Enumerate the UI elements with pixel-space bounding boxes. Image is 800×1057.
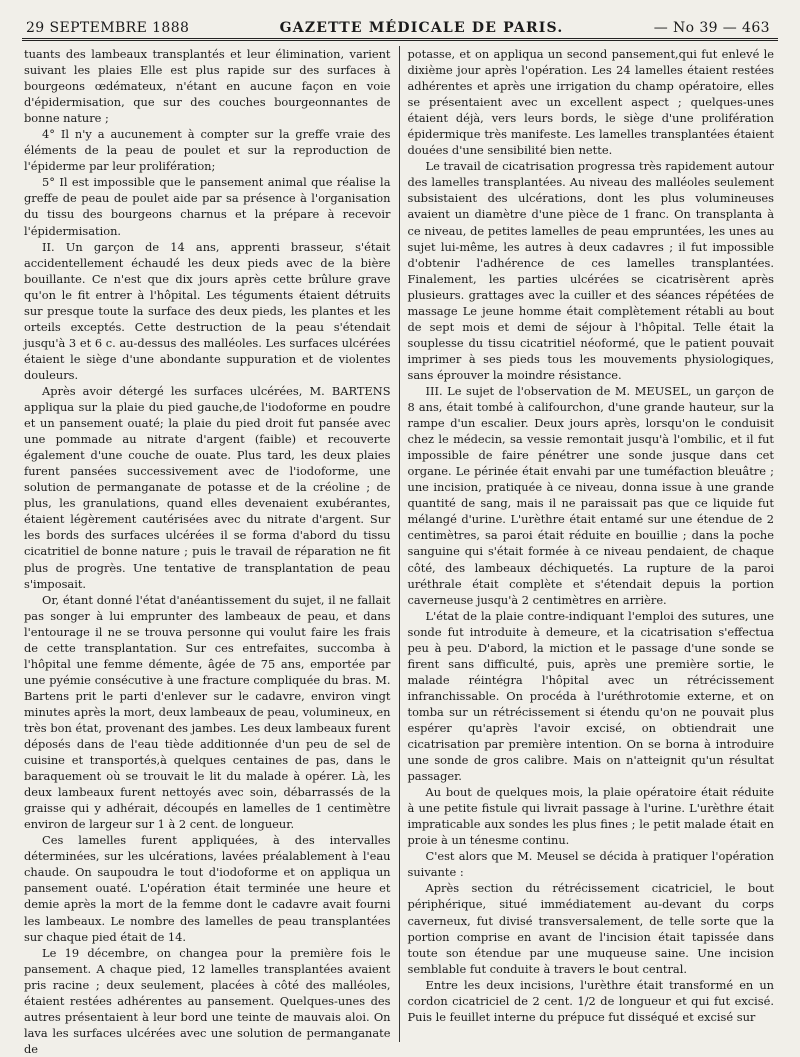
paragraph: tuants des lambeaux transplantés et leur élimination, varient suivant les plaies Elle est plus rapide sur des surfaces à bourgeons œdémateux, n'étant en aucune façon en voie d'épidermisation, que sur des couches bourgeonnantes de bonne nature ; xyxy=(24,47,391,126)
paragraph: Après section du rétrécissement cicatriciel, le bout périphérique, situé immédiatement au-devant du corps caverneux, fut divisé transversalement, de telle sorte que la portion comprise en avant de l'incision était tapissée dans toute son étendue par une muqueuse saine. Une incision semblable fut conduite à travers le bout central. xyxy=(407,881,774,976)
header-rule xyxy=(22,38,778,41)
right-column xyxy=(400,46,775,1042)
paragraph: 5° Il est impossible que le pansement animal que réalise la greffe de peau de poulet aide par sa présence à l'organisation du tissu des bourgeons charnus et la prépare à recevoir l'épidermisation. xyxy=(24,175,391,238)
paragraph: Le 19 décembre, on changea pour la première fois le pansement. A chaque pied, 12 lamelles transplantées avaient pris racine ; deux seulement, placées à côté des malléoles, étaient restées adhérentes au pansement. Quelques-unes des autres présentaient à leur bord une teinte de mauvais aloi. On lava les surfaces ulcérées avec une solution de permanganate de xyxy=(24,945,391,1056)
paragraph: Or, étant donné l'état d'anéantissement du sujet, il ne fallait pas songer à lui emprunter des lambeaux de peau, et dans l'entourage il ne se trouva personne qui voulut faire les frais de cette transplantation. Sur ces entrefaites, succomba à l'hôpital une femme démente, âgée de 75 ans, emportée par une pyémie consécutive à une fracture compliquée du bras. M. Bartens prit le parti d'enlever sur le cadavre, environ vingt minutes après la mort, deux lambeaux de peau, volumineux, en très bon état, provenant des jambes. Les deux lambeaux furent déposés dans de l'eau tiède additionnée d'un peu de sel de cuisine et transportés,à quelques centaines de pas, dans le baraquement où se trouvait le lit du malade à opérer. Là, les deux lambeaux furent nettoyés avec soin, débarrassés de la graisse qui y adhérait, découpés en lamelles de 1 centimètre environ de largeur sur 1 à 2 cent. de longueur. xyxy=(24,592,391,832)
left-column xyxy=(24,46,399,1056)
paragraph: 4° Il n'y a aucunement à compter sur la greffe vraie des éléments de la peau de poulet et sur la reproduction de l'épiderme par leur prolifération; xyxy=(24,127,391,174)
paragraph: C'est alors que M. Meusel se décida à pratiquer l'opération suivante : xyxy=(407,849,774,880)
header-date: 29 SEPTEMBRE 1888 xyxy=(26,20,190,36)
paragraph: Entre les deux incisions, l'urèthre était transformé en un cordon cicatriciel de 2 cent. 1/2 de longueur et qui fut excisé. Puis le feuillet interne du prépuce fut disséqué et excisé sur xyxy=(407,977,774,1024)
paragraph: Le travail de cicatrisation progressa très rapidement autour des lamelles transplantées. Au niveau des malléoles seulement subsistaient des ulcérations, dont les plus volumineuses avaient un diamètre d'une pièce de 1 franc. On transplanta à ce niveau, de petites lamelles de peau empruntées, les unes au sujet lui-même, les autres à deux cadavres ; il fut impossible d'obtenir l'adhérence de ces lamelles transplantées. Finalement, les parties ulcérées se cicatrisèrent après plusieurs. grattages avec la cuiller et des séances répétées de massage Le jeune homme était complètement rétabli au bout de sept mois et demi de séjour à l'hôpital. Telle était la souplesse du tissu cicatritiel néoformé, que le patient pouvait imprimer à ses pieds tous les mouvements physiologiques, sans éprouver la moindre résistance. xyxy=(407,159,774,382)
paragraph: Ces lamelles furent appliquées, à des intervalles déterminées, sur les ulcérations, lavées préalablement à l'eau chaude. On saupoudra le tout d'iodoforme et on appliqua un pansement ouaté. L'opération était terminée une heure et demie après la mort de la femme dont le cadavre avait fourni les lambeaux. Le nombre des lamelles de peau transplantées sur chaque pied était de 14. xyxy=(24,833,391,944)
paragraph: L'état de la plaie contre-indiquant l'emploi des sutures, une sonde fut introduite à demeure, et la cicatrisation s'effectua peu à peu. D'abord, la miction et le passage d'une sonde se firent sans difficulté, puis, après une première sortie, le malade réintégra l'hôpital avec un rétrécissement infranchissable. On procéda à l'uréthrotomie externe, et on tomba sur un rétrécissement si étendu qu'on ne pouvait plus espérer qu'après l'avoir excisé, on obtiendrait une cicatrisation par première intention. On se borna à introduire une sonde de gros calibre. Mais on n'atteignit qu'un résultat passager. xyxy=(407,608,774,784)
header-page-number: — Nо 39 — 463 xyxy=(653,20,770,36)
paragraph: III. Le sujet de l'observation de M. MEUSEL, un garçon de 8 ans, était tombé à califourchon, d'une grande hauteur, sur la rampe d'un escalier. Deux jours après, lorsqu'on le conduisit chez le médecin, sa vessie remontait jusqu'à l'ombilic, et il fut impossible de faire pénétrer une sonde jusque dans cet organe. Le périnée était envahi par une tuméfaction bleuâtre ; une incision, pratiquée à ce niveau, donna issue à une grande quantité de sang, mais il ne paraissait pas que ce liquide fut mélangé d'urine. L'urèthre était entamé sur une étendue de 2 centimètres, sa paroi était réduite en bouillie ; dans la poche sanguine qui s'était formée à ce niveau pendaient, de chaque côté, des lambeaux déchiquetés. La rupture de la paroi uréthrale était complète et s'étendait depuis la portion caverneuse jusqu'à 2 centimètres en arrière. xyxy=(407,383,774,607)
paragraph: potasse, et on appliqua un second pansement,qui fut enlevé le dixième jour après l'opération. Les 24 lamelles étaient restées adhérentes et après une irrigation du champ opératoire, elles se présentaient avec un excellent aspect ; quelques-unes étaient déjà, vers leurs bords, le siège d'une prolifération épidermique très manifeste. Les lamelles transplantées étaient douées d'une sensibilité bien nette. xyxy=(407,47,774,158)
paragraph: Après avoir détergé les surfaces ulcérées, M. BARTENS appliqua sur la plaie du pied gauche,de l'iodoforme en poudre et un pansement ouaté; la plaie du pied droit fut pansée avec une pommade au nitrate d'argent (faible) et recouverte également d'une couche de ouate. Plus tard, les deux plaies furent pansées successivement avec de l'iodoforme, une solution de permanganate de potasse et de la créoline ; de plus, les granulations, quand elles devenaient exubérantes, étaient légèrement cautérisées avec du nitrate d'argent. Sur les bords des surfaces ulcérées il se forma d'abord du tissu cicatritiel de bonne nature ; puis le travail de réparation ne fit plus de progrès. Une tentative de transplantation de peau s'imposait. xyxy=(24,383,391,591)
text-columns xyxy=(24,46,774,1056)
header-title: GAZETTE MÉDICALE DE PARIS. xyxy=(279,20,564,36)
page-header xyxy=(26,10,770,36)
paragraph: Au bout de quelques mois, la plaie opératoire était réduite à une petite fistule qui livrait passage à l'urine. L'urèthre était impraticable aux sondes les plus fines ; le petit malade était en proie à un ténesme continu. xyxy=(407,785,774,848)
paragraph: II. Un garçon de 14 ans, apprenti brasseur, s'était accidentellement échaudé les deux pieds avec de la bière bouillante. Ce n'est que dix jours après cette brûlure grave qu'on le fit entrer à l'hôpital. Les téguments étaient détruits sur presque toute la surface des deux pieds, les plantes et les orteils exceptés. Cette destruction de la peau s'étendait jusqu'à 3 et 6 c. au-dessus des malléoles. Les surfaces ulcérées étaient le siège d'une abondante suppuration et de violentes douleurs. xyxy=(24,239,391,382)
